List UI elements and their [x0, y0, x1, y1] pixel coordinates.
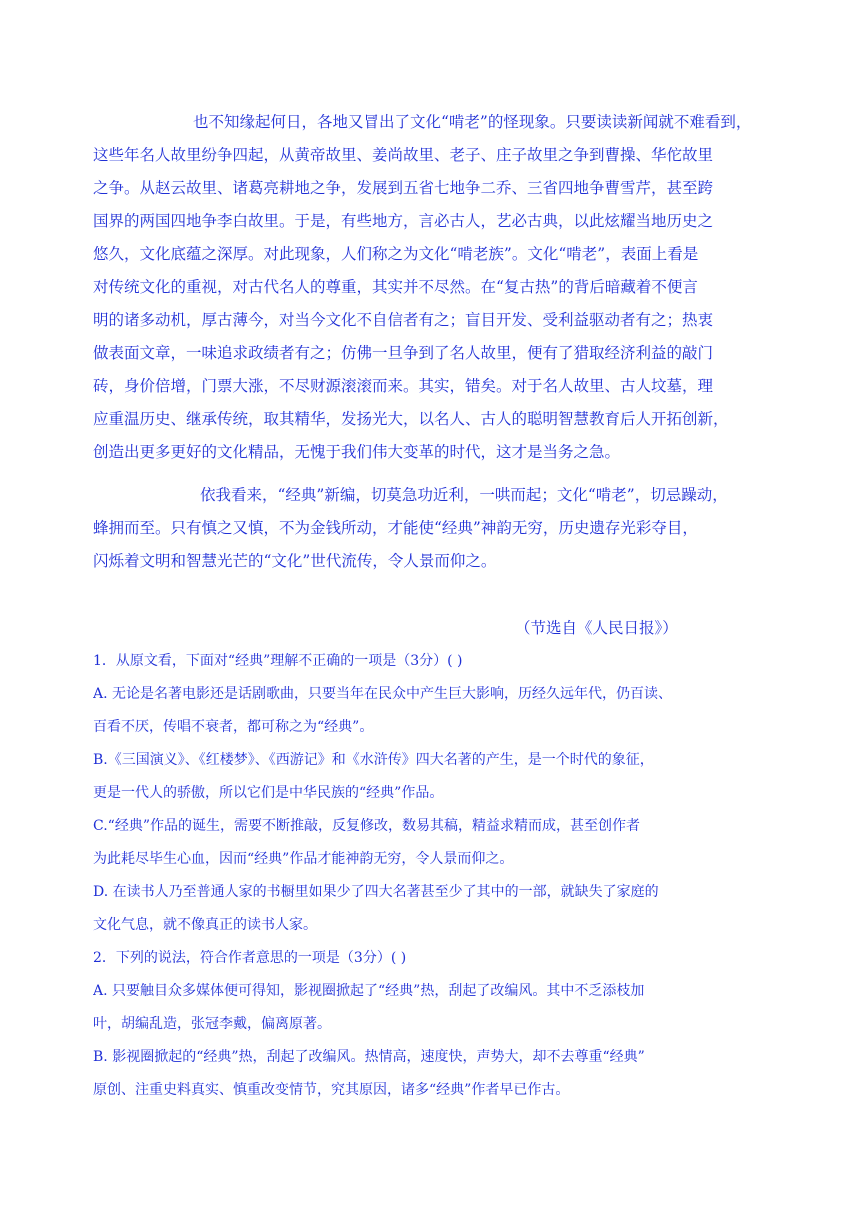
passage-p1-line-5: 悠久，文化底蕴之深厚。对此现象，人们称之为文化“啃老族”。文化“啃老”，表面上看是 [93, 245, 699, 263]
passage-source: （节选自《人民日报》） [515, 619, 678, 637]
passage-p1-line-6: 对传统文化的重视，对古代名人的尊重，其实并不尽然。在“复古热”的背后暗藏着不便言 [93, 278, 698, 296]
passage-p1-line-2: 这些年名人故里纷争四起，从黄帝故里、姜尚故里、老子、庄子故里之争到曹操、华佗故里 [93, 146, 714, 164]
question-2-option-b-line-2: 原创、注重史料真实、慎重改变情节，究其原因，诸多“经典”作者早已作古。 [93, 1082, 570, 1098]
question-2-option-a-line-1: A. 只要触目众多媒体便可得知，影视圈掀起了“经典”热，刮起了改编风。其中不乏添枝加 [93, 983, 645, 999]
question-1-option-c-line-2: 为此耗尽毕生心血，因而“经典”作品才能神韵无穷，令人景而仰之。 [93, 851, 514, 867]
passage-p1-line-8: 做表面文章，一味追求政绩者有之；仿佛一旦争到了名人故里，便有了猎取经济利益的敲门 [93, 344, 714, 362]
passage-p1-line-7: 明的诸多动机，厚古薄今，对当今文化不自信者有之；盲目开发、受利益驱动者有之；热衷 [93, 311, 714, 329]
passage-p2-line-1: 依我看来，“经典”新编，切莫急功近利，一哄而起；文化“啃老”，切忌躁动， [200, 486, 728, 504]
question-1-option-b-line-2: 更是一代人的骄傲，所以它们是中华民族的“经典”作品。 [93, 785, 444, 801]
question-2-option-a-line-2: 叶，胡编乱造，张冠李戴，偏离原著。 [93, 1016, 331, 1032]
question-1-option-a-line-1: A. 无论是名著电影还是话剧歌曲，只要当年在民众中产生巨大影响，历经久远年代，仍百读、 [93, 686, 673, 702]
passage-p1-line-3: 之争。从赵云故里、诸葛亮耕地之争，发展到五省七地争二乔、三省四地争曹雪芹，甚至跨 [93, 179, 714, 197]
question-1-option-d-line-1: D. 在读书人乃至普通人家的书橱里如果少了四大名著甚至少了其中的一部，就缺失了家庭的 [93, 884, 659, 900]
passage-p1-line-1: 也不知缘起何日，各地又冒出了文化“啃老”的怪现象。只要读读新闻就不难看到， [193, 113, 752, 131]
passage-p2-line-2: 蜂拥而至。只有慎之又慎，不为金钱所动，才能使“经典”神韵无穷，历史遗存光彩夺目， [93, 519, 698, 537]
question-2-option-b-line-1: B. 影视圈掀起的“经典”热，刮起了改编风。热情高，速度快，声势大，却不去尊重“经典” [93, 1049, 645, 1065]
question-1-stem: 1．从原文看，下面对“经典”理解不正确的一项是（3分）( ) [93, 653, 463, 669]
passage-p1-line-9: 砖，身价倍增，门票大涨，不尽财源滚滚而来。其实，错矣。对于名人故里、古人坟墓，理 [93, 377, 714, 395]
question-1-option-c-line-1: C.“经典”作品的诞生，需要不断推敲，反复修改，数易其稿，精益求精而成，甚至创作者 [93, 818, 640, 834]
passage-p1-line-10: 应重温历史、继承传统，取其精华，发扬光大，以名人、古人的聪明智慧教育后人开拓创新， [93, 410, 729, 428]
passage-p2-line-3: 闪烁着文明和智慧光芒的“文化”世代流传，令人景而仰之。 [93, 552, 497, 570]
question-2-stem: 2．下列的说法，符合作者意思的一项是（3分）( ) [93, 950, 407, 966]
passage-p1-line-11: 创造出更多更好的文化精品，无愧于我们伟大变革的时代，这才是当务之急。 [93, 443, 621, 461]
question-1-option-a-line-2: 百看不厌，传唱不衰者，都可称之为“经典”。 [93, 719, 374, 735]
passage-p1-line-4: 国界的两国四地争李白故里。于是，有些地方，言必古人，艺必古典，以此炫耀当地历史之 [93, 212, 714, 230]
question-1-option-b-line-1: B.《三国演义》、《红楼梦》、《西游记》和《水浒传》四大名著的产生，是一个时代的象征， [93, 752, 654, 768]
question-1-option-d-line-2: 文化气息，就不像真正的读书人家。 [93, 917, 317, 933]
